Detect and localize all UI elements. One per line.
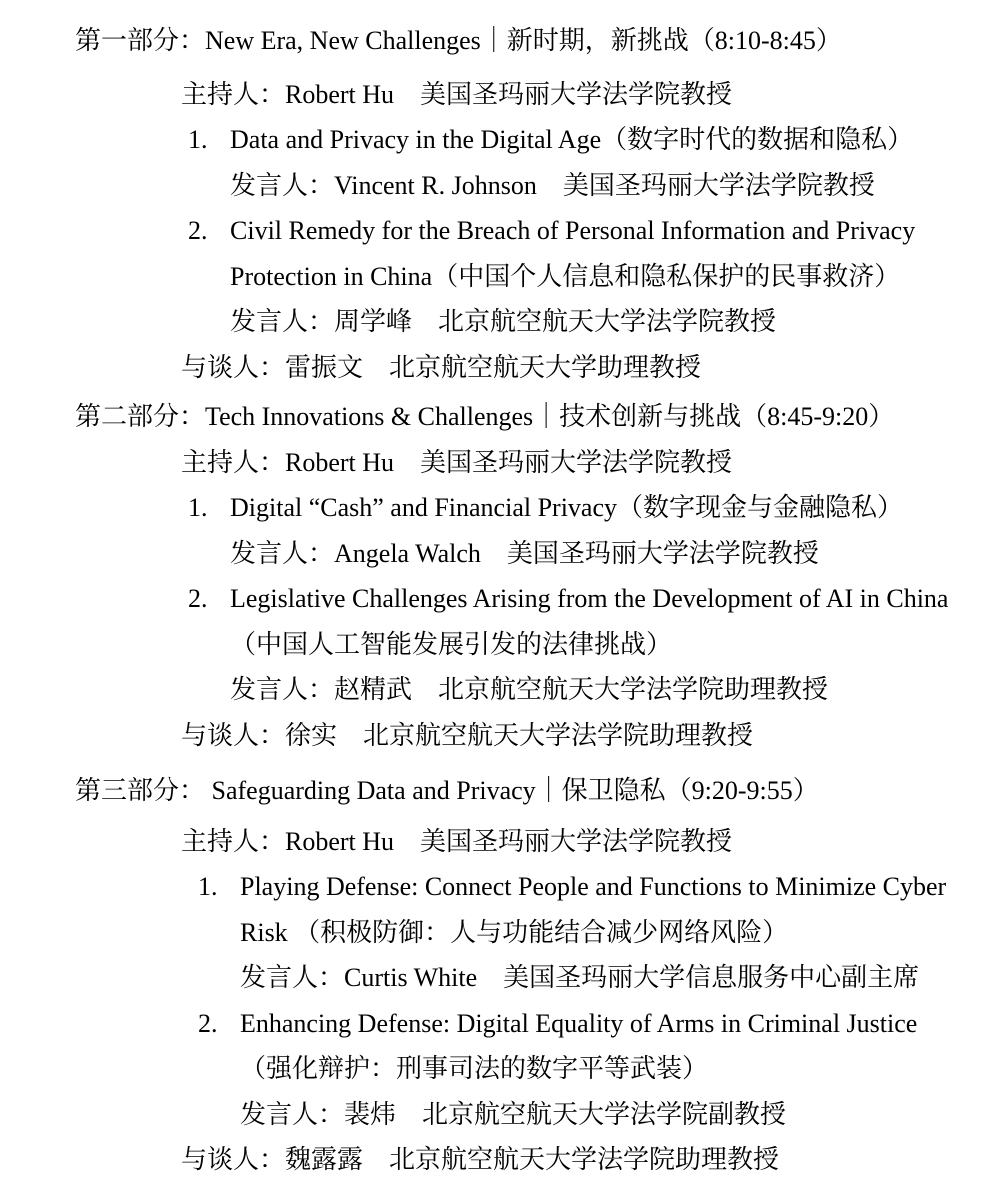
section-2-discussant-line: 与谈人：徐实 北京航空航天大学法学院助理教授 [181,720,754,750]
section-2-heading: 第二部分：Tech Innovations & Challenges｜技术创新与挑战（8:45-9:20） [75,402,895,431]
agenda-item-title: Legislative Challenges Arising from the Development of AI in China [230,584,949,613]
agenda-item-number: 1. [188,125,208,154]
section-3-item-1-title-continuation: Risk （积极防御：人与功能结合减少网络风险） [240,917,789,947]
section-3-moderator-line: 主持人：Robert Hu 美国圣玛丽大学法学院教授 [181,826,733,856]
agenda-item-title: Playing Defense: Connect People and Functions to Minimize Cyber [240,872,947,901]
agenda-item-title: Enhancing Defense: Digital Equality of Arms in Criminal Justice [240,1008,918,1038]
section-1-item-2-title-line [0,208,1008,254]
section-3-discussant-line: 与谈人：魏露露 北京航空航天大学法学院助理教授 [181,1145,780,1174]
agenda-item-number: 1. [198,872,218,901]
section-3-item-2-title-line [0,1001,1008,1047]
section-1-moderator-line: 主持人：Robert Hu 美国圣玛丽大学法学院教授 [181,79,733,109]
section-2-item-1-speaker-line: 发言人：Angela Walch 美国圣玛丽大学法学院教授 [230,538,819,568]
agenda-item-number: 1. [188,493,208,522]
section-1-item-2-speaker-line: 发言人：周学峰 北京航空航天大学法学院教授 [230,307,777,336]
section-3-item-2-title-continuation: （强化辩护：刑事司法的数字平等武装） [240,1054,709,1083]
section-3-item-1-title-line [0,864,1008,910]
section-3-item-1-speaker-line: 发言人：Curtis White 美国圣玛丽大学信息服务中心副主席 [240,963,920,992]
agenda-item-number: 2. [188,584,208,613]
section-1-item-1-title-line [0,117,1008,163]
section-1-item-1-speaker-line: 发言人：Vincent R. Johnson 美国圣玛丽大学法学院教授 [230,170,875,200]
agenda-item-title: Data and Privacy in the Digital Age（数字时代的数据和隐私） [230,125,914,154]
section-2-item-2-title-continuation: （中国人工智能发展引发的法律挑战） [230,629,673,659]
section-3-heading: 第三部分： Safeguarding Data and Privacy｜保卫隐私（9:20-9:55） [75,776,819,805]
section-1-heading: 第一部分：New Era, New Challenges｜新时期，新挑战（8:10-8:45） [75,26,842,55]
section-2-item-2-title-line [0,576,1008,622]
agenda-item-number: 2. [188,216,208,245]
agenda-item-number: 2. [198,1008,218,1038]
section-2-item-1-title-line [0,485,1008,531]
agenda-item-title: Digital “Cash” and Financial Privacy（数字现金与金融隐私） [230,493,904,522]
section-1-discussant-line: 与谈人：雷振文 北京航空航天大学助理教授 [181,352,702,382]
section-2-moderator-line: 主持人：Robert Hu 美国圣玛丽大学法学院教授 [181,447,733,477]
agenda-item-title: Civil Remedy for the Breach of Personal Information and Privacy [230,216,916,245]
section-3-item-2-speaker-line: 发言人：裴炜 北京航空航天大学法学院副教授 [240,1099,787,1129]
section-1-item-2-title-continuation: Protection in China（中国个人信息和隐私保护的民事救济） [230,261,901,291]
section-2-item-2-speaker-line: 发言人：赵精武 北京航空航天大学法学院助理教授 [230,675,829,704]
